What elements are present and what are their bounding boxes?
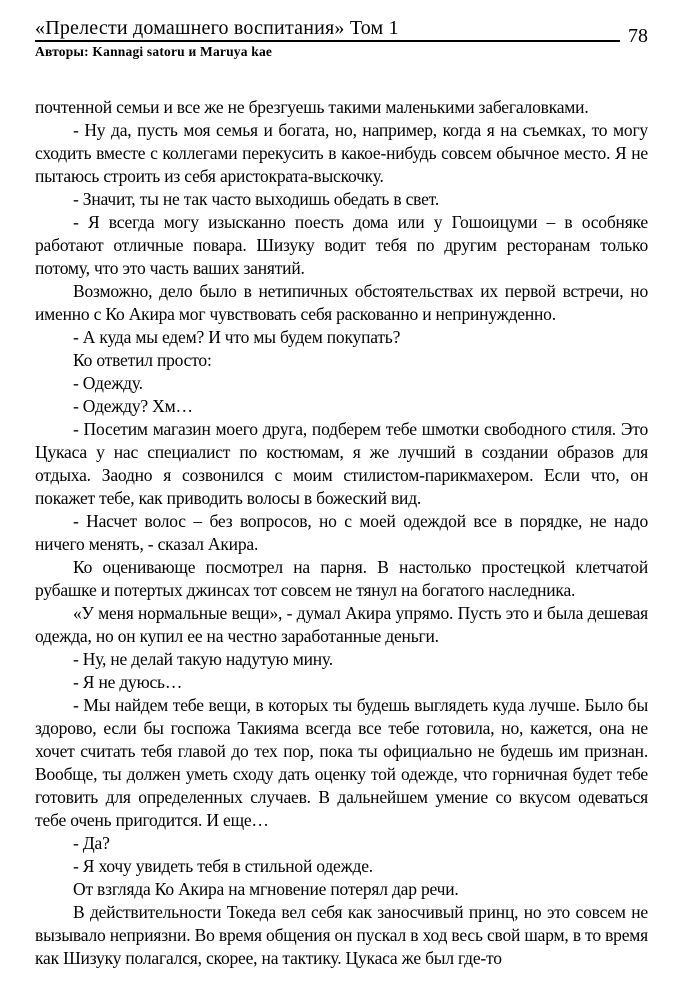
paragraph: - А куда мы едем? И что мы будем покупать? bbox=[73, 327, 401, 347]
paragraph: Ко оценивающе посмотрел на парня. В настолько простецкой клетчатой рубашке и потертых джинсах тот совсем не тянул на богатого наследника. bbox=[35, 557, 648, 600]
paragraph: - Да? bbox=[73, 833, 110, 853]
paragraph: - Я всегда могу изысканно поесть дома или у Гошоицуми – в особняке работают отличные повара. Шизуку водит тебя по другим ресторанам только потому, что это часть ваших занятий. bbox=[35, 212, 648, 278]
paragraph: - Значит, ты не так часто выходишь обедать в свет. bbox=[73, 189, 439, 209]
book-title: «Прелести домашнего воспитания» Том 1 bbox=[35, 17, 399, 39]
paragraph: От взгляда Ко Акира на мгновение потерял дар речи. bbox=[73, 879, 459, 899]
paragraph: - Одежду. bbox=[73, 373, 143, 393]
paragraph: почтенной семьи и все же не брезгуешь такими маленькими забегаловками. bbox=[35, 97, 589, 117]
paragraph: Ко ответил просто: bbox=[73, 350, 212, 370]
paragraph: - Ну да, пусть моя семья и богата, но, например, когда я на съемках, то могу сходить вместе с коллегами перекусить в какое-нибудь совсем обычное место. Я не пытаюсь строить из себя аристократа-выскочку. bbox=[35, 120, 648, 186]
paragraph: - Насчет волос – без вопросов, но с моей одеждой все в порядке, не надо ничего менять, - сказал Акира. bbox=[35, 511, 648, 554]
page-header bbox=[35, 17, 648, 47]
paragraph: - Ну, не делай такую надутую мину. bbox=[73, 649, 333, 669]
paragraph: «У меня нормальные вещи», - думал Акира упрямо. Пусть это и была дешевая одежда, но он купил ее на честно заработанные деньги. bbox=[35, 603, 648, 646]
paragraph: В действительности Токеда вел себя как заносчивый принц, но это совсем не вызывало неприязни. Во время общения он пускал в ход весь свой шарм, в то время как Шизуку полагался, скорее, на тактику. Цукаса же был где-то bbox=[35, 902, 648, 968]
paragraph: Возможно, дело было в нетипичных обстоятельствах их первой встречи, но именно с Ко Акира мог чувствовать себя раскованно и непринужденно. bbox=[35, 281, 648, 324]
authors-line: Авторы: Kannagi satoru и Maruya kae bbox=[35, 44, 273, 59]
paragraph: - Мы найдем тебе вещи, в которых ты будешь выглядеть куда лучше. Было бы здорово, если бы госпожа Такияма всегда все тебе готовила, но, кажется, она не хочет считать тебя главой до тех пор, пока ты официально не будешь им признан. Вообще, ты должен уметь сходу дать оценку той одежде, что горничная будет тебе готовить для определенных случаев. В дальнейшем умение со вкусом одеваться тебе очень пригодится. И еще… bbox=[35, 695, 648, 830]
paragraph: - Одежду? Хм… bbox=[73, 396, 193, 416]
header-title-underline bbox=[35, 17, 620, 42]
paragraph: - Я хочу увидеть тебя в стильной одежде. bbox=[73, 856, 373, 876]
paragraph: - Я не дуюсь… bbox=[73, 672, 183, 692]
page-body-text bbox=[35, 96, 648, 970]
paragraph: - Посетим магазин моего друга, подберем тебе шмотки свободного стиля. Это Цукаса у нас специалист по костюмам, я же лучший в создании образов для отдыха. Заодно я созвонился с моим стилистом-парикмахером. Если что, он покажет тебе, как приводить волосы в божеский вид. bbox=[35, 419, 648, 508]
page-number: 78 bbox=[628, 25, 648, 47]
